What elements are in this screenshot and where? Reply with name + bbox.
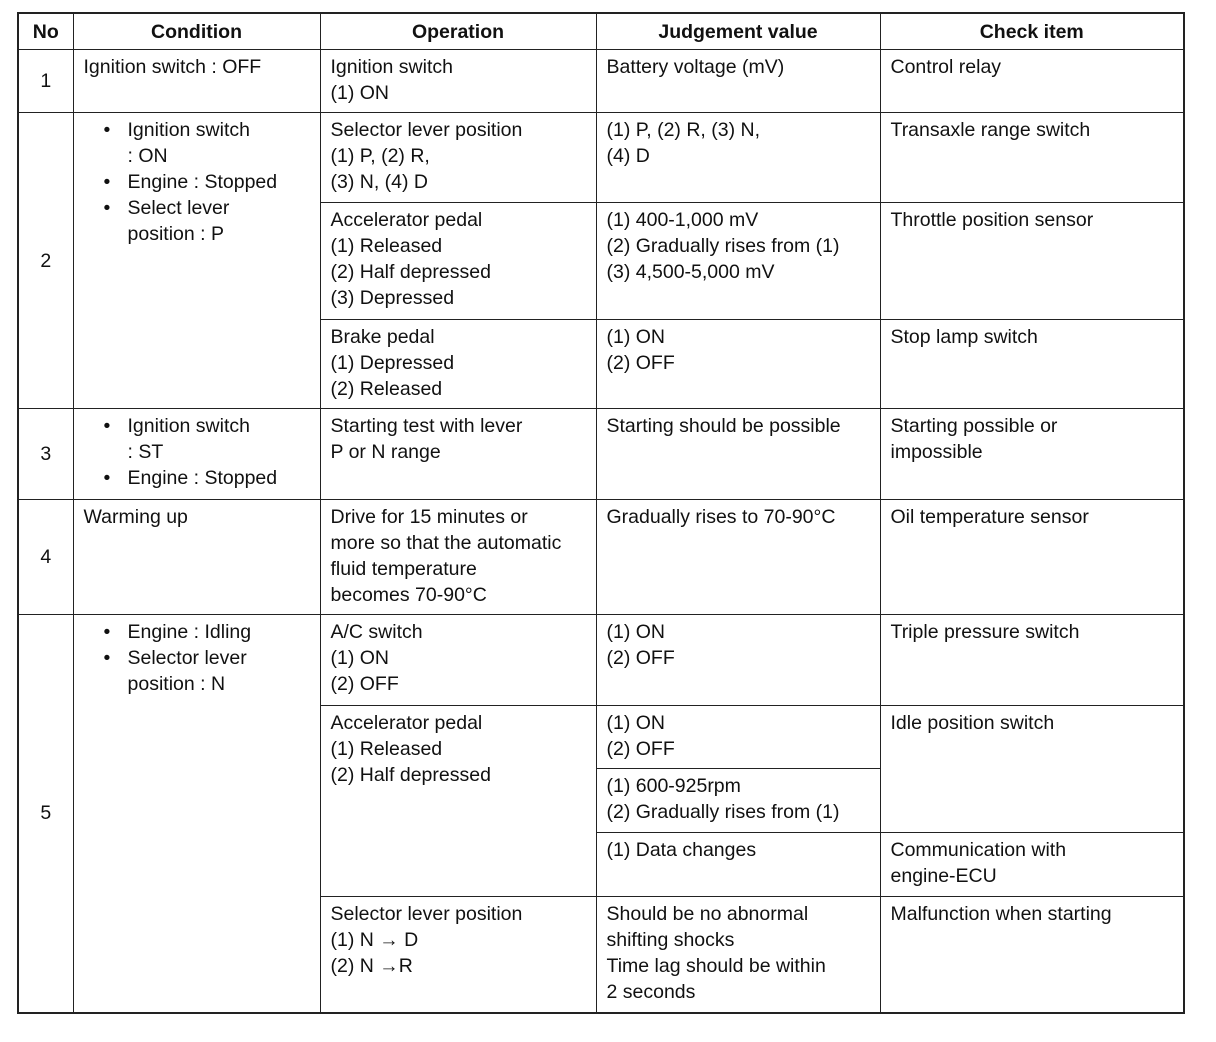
operation-line: (3) Depressed (330, 287, 455, 309)
operation-line: (2) Half depressed (330, 764, 491, 786)
operation-cell (320, 500, 596, 615)
judgement-line: (1) 600-925rpm (606, 775, 741, 797)
operation-line: Drive for 15 minutes or (330, 506, 528, 528)
diagnostic-table (17, 12, 1185, 1014)
judgement-line: (2) OFF (606, 738, 675, 760)
check-item-cell (880, 50, 1184, 113)
judgement-line: (1) ON (606, 621, 665, 643)
check-item-text: Communication with (890, 839, 1067, 861)
judgement-cell (596, 409, 880, 500)
condition-text: • Select lever (127, 197, 230, 219)
operation-line: more so that the automatic (330, 532, 562, 554)
judgement-line: (1) Data changes (606, 839, 757, 861)
operation-line: (2) Half depressed (330, 261, 491, 283)
check-item-text: Malfunction when starting (890, 903, 1112, 925)
condition-text: • Engine : Stopped (127, 467, 278, 489)
header-check-item: Check item (880, 13, 1184, 50)
check-item-cell (880, 409, 1184, 500)
condition-text: • Ignition switch (127, 119, 250, 141)
table-row (18, 409, 1184, 500)
operation-cell (320, 50, 596, 113)
condition-text: position : N (127, 673, 226, 695)
condition-text: • Ignition switch (127, 415, 250, 437)
operation-line: A/C switch (330, 621, 423, 643)
operation-line: (1) Released (330, 738, 443, 760)
operation-line: Accelerator pedal (330, 712, 483, 734)
header-condition: Condition (73, 13, 320, 50)
condition-item (104, 117, 310, 169)
condition-item (104, 465, 310, 491)
operation-cell (320, 409, 596, 500)
judgement-line: (2) OFF (606, 352, 675, 374)
check-item-cell (880, 706, 1184, 833)
check-item-cell (880, 113, 1184, 203)
judgement-line: (1) ON (606, 712, 665, 734)
operation-line: fluid temperature (330, 558, 477, 580)
table-row (18, 113, 1184, 203)
check-item-text: Oil temperature sensor (890, 506, 1089, 528)
judgement-line: (2) Gradually rises from (1) (606, 801, 840, 823)
check-item-cell (880, 500, 1184, 615)
operation-line: Selector lever position (330, 119, 523, 141)
judgement-line: (2) OFF (606, 647, 675, 669)
check-item-cell (880, 897, 1184, 1013)
table-row (18, 500, 1184, 615)
operation-line: Selector lever position (330, 903, 523, 925)
operation-line: (1) Depressed (330, 352, 455, 374)
condition-cell (73, 615, 320, 1013)
judgement-line: (4) D (606, 145, 650, 167)
condition-text: • Engine : Stopped (127, 171, 278, 193)
judgement-cell (596, 615, 880, 706)
operation-line: (1) ON (330, 82, 389, 104)
judgement-line: Should be no abnormal (606, 903, 809, 925)
check-item-cell (880, 615, 1184, 706)
operation-line: (1) ON (330, 647, 389, 669)
judgement-line: (1) P, (2) R, (3) N, (606, 119, 760, 141)
condition-text: Ignition switch : OFF (83, 56, 262, 78)
judgement-line: (2) Gradually rises from (1) (606, 235, 840, 257)
condition-item (104, 195, 310, 247)
condition-cell (73, 113, 320, 409)
operation-line: Starting test with lever (330, 415, 523, 437)
operation-line: Ignition switch (330, 56, 453, 78)
operation-line: (1) P, (2) R, (330, 145, 430, 167)
operation-cell (320, 897, 596, 1013)
judgement-line: (3) 4,500-5,000 mV (606, 261, 775, 283)
header-row (18, 13, 1184, 50)
check-item-text: Throttle position sensor (890, 209, 1094, 231)
condition-item (104, 619, 310, 645)
operation-line: becomes 70-90°C (330, 584, 487, 606)
operation-line: (1) Released (330, 235, 443, 257)
row-number: 4 (18, 500, 73, 615)
operation-line: (2) OFF (330, 673, 399, 695)
operation-line: P or N range (330, 441, 441, 463)
check-item-text: Stop lamp switch (890, 326, 1038, 348)
check-item-text: impossible (890, 441, 983, 463)
operation-cell (320, 615, 596, 706)
judgement-line: (1) ON (606, 326, 665, 348)
row-number: 2 (18, 113, 73, 409)
condition-item (104, 413, 310, 465)
judgement-cell (596, 203, 880, 320)
condition-text: • Selector lever (127, 647, 247, 669)
condition-list (84, 413, 310, 491)
operation-line: (2) N →R (330, 955, 413, 977)
condition-text: Warming up (83, 506, 188, 528)
check-item-cell (880, 320, 1184, 409)
judgement-line: Gradually rises to 70-90°C (606, 506, 836, 528)
judgement-line: Starting should be possible (606, 415, 841, 437)
table-row (18, 615, 1184, 706)
check-item-text: Triple pressure switch (890, 621, 1080, 643)
check-item-text: Idle position switch (890, 712, 1055, 734)
header-judgement-value: Judgement value (596, 13, 880, 50)
check-item-cell (880, 203, 1184, 320)
condition-text: : ST (127, 441, 164, 463)
condition-item (104, 645, 310, 697)
judgement-cell (596, 769, 880, 833)
header-no: No (18, 13, 73, 50)
judgement-line: (1) 400-1,000 mV (606, 209, 759, 231)
operation-cell (320, 203, 596, 320)
operation-cell (320, 706, 596, 897)
condition-text: position : P (127, 223, 224, 245)
judgement-cell (596, 50, 880, 113)
operation-line: (3) N, (4) D (330, 171, 428, 193)
condition-text: : ON (127, 145, 168, 167)
condition-cell (73, 409, 320, 500)
operation-line: Brake pedal (330, 326, 435, 348)
judgement-cell (596, 320, 880, 409)
operation-cell (320, 113, 596, 203)
table-row (18, 50, 1184, 113)
row-number: 3 (18, 409, 73, 500)
row-number: 1 (18, 50, 73, 113)
judgement-line: shifting shocks (606, 929, 735, 951)
judgement-cell (596, 833, 880, 897)
condition-cell (73, 500, 320, 615)
judgement-line: 2 seconds (606, 981, 696, 1003)
operation-line: (2) Released (330, 378, 443, 400)
row-number: 5 (18, 615, 73, 1013)
operation-cell (320, 320, 596, 409)
operation-line: (1) N → D (330, 929, 419, 951)
check-item-text: Transaxle range switch (890, 119, 1091, 141)
condition-list (84, 619, 310, 697)
header-operation: Operation (320, 13, 596, 50)
judgement-cell (596, 897, 880, 1013)
judgement-line: Battery voltage (mV) (606, 56, 785, 78)
condition-list (84, 117, 310, 247)
condition-text: • Engine : Idling (127, 621, 252, 643)
check-item-text: Control relay (890, 56, 1002, 78)
judgement-cell (596, 113, 880, 203)
check-item-text: engine-ECU (890, 865, 997, 887)
judgement-cell (596, 706, 880, 769)
condition-cell (73, 50, 320, 113)
check-item-text: Starting possible or (890, 415, 1058, 437)
check-item-cell (880, 833, 1184, 897)
operation-line: Accelerator pedal (330, 209, 483, 231)
judgement-cell (596, 500, 880, 615)
judgement-line: Time lag should be within (606, 955, 826, 977)
condition-item (104, 169, 310, 195)
